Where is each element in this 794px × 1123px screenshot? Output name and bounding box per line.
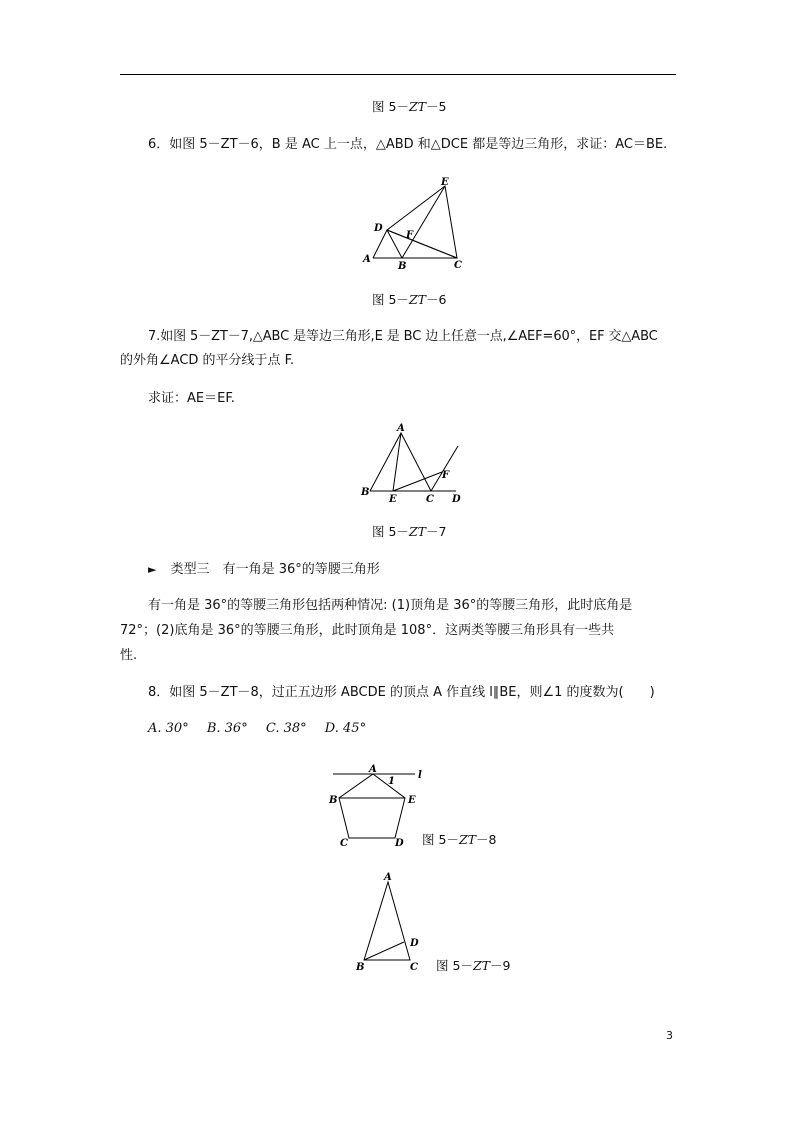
fig8-label-one: 1 [388,776,395,787]
fig9-label-d: D [410,938,419,949]
fig8-label-d: D [395,838,404,849]
question-8-options [148,720,366,738]
option-b: B. 36° [206,721,248,736]
fig9-label-b: B [356,962,365,973]
caption-prefix: 图 5－ [372,292,409,307]
fig7-label-c: C [426,494,434,505]
fig8-label-e: E [408,795,416,806]
caption-prefix: 图 5－ [372,99,409,114]
question-8-text: 8．如图 5－ZT－8，过正五边形 ABCDE 的顶点 A 作直线 l∥BE，则∠1 的度数为( ) [148,685,655,700]
fig7-label-e: E [389,494,397,505]
fig7-label-d: D [452,494,461,505]
fig9-triangle-abc [364,882,410,960]
fig7-segment-ae [393,433,401,491]
fig6-label-d: D [374,223,383,234]
question-7-line-1: 7.如图 5－ZT－7,△ABC 是等边三角形,E 是 BC 边上任意一点,∠AEF=60°，EF 交△ABC [148,329,658,344]
option-a: A. 30° [148,721,189,736]
fig6-triangle-dce [387,186,457,258]
fig7-triangle-abc [370,433,431,491]
caption-zt: ZT [472,958,490,973]
fig9-label-a: A [384,872,392,883]
header-rule [120,74,676,75]
caption-num: －9 [489,958,511,973]
fig6-label-c: C [454,260,462,271]
triangle-marker-icon: ► [148,563,157,576]
caption-num: －7 [425,524,447,539]
page-number: 3 [666,1029,673,1042]
fig7-label-b: B [361,487,370,498]
question-6-text: 6．如图 5－ZT－6，B 是 AC 上一点，△ABD 和△DCE 都是等边三角形，求证：AC＝BE. [148,137,668,152]
fig6-label-b: B [398,261,407,272]
fig8-label-c: C [340,838,348,849]
type3-heading-row [148,561,380,579]
fig7-label-a: A [397,423,405,434]
fig8-label-a: A [369,764,377,775]
caption-zt: ZT [408,99,426,114]
caption-prefix: 图 5－ [372,524,409,539]
figure-7-diagram [356,420,476,510]
fig7-bisector-cf [431,446,458,491]
fig9-segment-bd [364,942,404,960]
fig8-label-b: B [329,795,338,806]
figure-6-diagram [355,172,475,272]
figure-caption-9 [436,957,510,975]
fig8-label-l: l [418,770,422,781]
type3-paragraph-line-2: 72°；(2)底角是 36°的等腰三角形，此时顶角是 108°．这两类等腰三角形具有一些共 [120,623,615,638]
figure-9-diagram [350,868,430,976]
fig7-segment-ef [393,472,442,491]
type3-paragraph-line-3: 性. [120,648,138,663]
caption-zt: ZT [408,292,426,307]
figure-caption-7 [372,523,446,541]
fig6-label-e: E [441,177,449,188]
fig6-segment-dc [387,230,457,258]
caption-num: －8 [475,832,497,847]
fig6-label-f: F [406,230,414,241]
figure-caption-6 [372,291,446,309]
fig6-segment-be [402,186,445,258]
caption-prefix: 图 5－ [422,832,459,847]
type3-paragraph-line-1: 有一角是 36°的等腰三角形包括两种情况: (1)顶角是 36°的等腰三角形，此时底角是 [148,598,633,613]
fig7-label-f: F [442,470,450,481]
caption-zt: ZT [458,832,476,847]
figure-caption-8 [422,831,496,849]
caption-prefix: 图 5－ [436,958,473,973]
figure-8-diagram [325,760,425,852]
option-d: D. 45° [324,721,367,736]
question-7-line-3: 求证：AE＝EF. [148,391,235,406]
caption-zt: ZT [408,524,426,539]
fig6-label-a: A [363,254,371,265]
option-c: C. 38° [265,721,307,736]
type3-heading: 类型三 有一角是 36°的等腰三角形 [170,562,380,577]
caption-num: －6 [425,292,447,307]
caption-num: －5 [425,99,447,114]
fig9-label-c: C [410,962,418,973]
question-7-line-2: 的外角∠ACD 的平分线于点 F. [120,353,295,368]
fig8-pentagon [339,774,405,838]
figure-caption-5 [372,98,446,116]
